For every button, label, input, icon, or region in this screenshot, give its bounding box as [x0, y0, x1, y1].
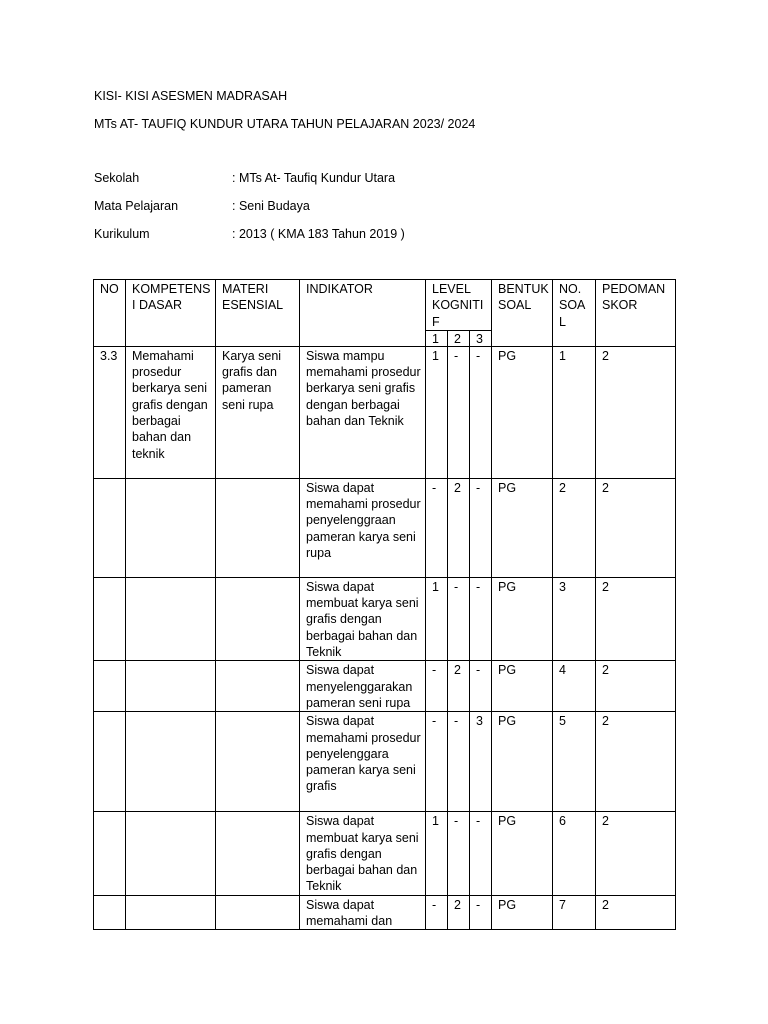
table-row [94, 478, 676, 577]
info-value: : MTs At- Taufiq Kundur Utara [232, 171, 396, 185]
cell-no [94, 478, 126, 577]
cell-skor: 2 [596, 346, 676, 478]
cell-level-3: - [470, 812, 492, 895]
cell-indikator: Siswa mampu memahami prosedur berkarya seni grafis dengan berbagai bahan dan Teknik [300, 346, 426, 478]
table-row [94, 895, 676, 930]
table-row [94, 661, 676, 712]
document-title: KISI- KISI ASESMEN MADRASAH [94, 89, 288, 103]
cell-no: 3.3 [94, 346, 126, 478]
cell-level-1: - [426, 895, 448, 930]
header-no: NO [94, 280, 126, 347]
cell-bentuk-soal: PG [492, 895, 553, 930]
cell-kompetensi-dasar [126, 812, 216, 895]
cell-no-soal: 1 [553, 346, 596, 478]
cell-skor: 2 [596, 895, 676, 930]
cell-level-3: - [470, 577, 492, 660]
cell-level-2: - [448, 346, 470, 478]
header-materi-esensial: MATERI ESENSIAL [216, 280, 300, 347]
info-value: : 2013 ( KMA 183 Tahun 2019 ) [232, 227, 405, 241]
cell-bentuk-soal: PG [492, 346, 553, 478]
cell-bentuk-soal: PG [492, 812, 553, 895]
cell-level-2: 2 [448, 895, 470, 930]
cell-level-1: - [426, 478, 448, 577]
header-no-soal: NO. SOAL [553, 280, 596, 347]
cell-level-1: - [426, 661, 448, 712]
cell-bentuk-soal: PG [492, 661, 553, 712]
cell-level-1: 1 [426, 812, 448, 895]
cell-materi [216, 895, 300, 930]
cell-materi [216, 577, 300, 660]
cell-no-soal: 3 [553, 577, 596, 660]
cell-materi [216, 478, 300, 577]
cell-level-2: - [448, 712, 470, 812]
cell-indikator: Siswa dapat memahami prosedur penyelenggraan pameran karya seni rupa [300, 478, 426, 577]
cell-indikator: Siswa dapat membuat karya seni grafis dengan berbagai bahan dan Teknik [300, 812, 426, 895]
cell-no [94, 895, 126, 930]
table-row [94, 346, 676, 478]
table-row [94, 812, 676, 895]
cell-level-2: - [448, 812, 470, 895]
cell-kompetensi-dasar [126, 895, 216, 930]
cell-level-3: 3 [470, 712, 492, 812]
header-level-1: 1 [426, 330, 448, 346]
cell-indikator: Siswa dapat memahami prosedur penyelenggara pameran karya seni grafis [300, 712, 426, 812]
cell-materi [216, 712, 300, 812]
cell-indikator: Siswa dapat menyelenggarakan pameran seni rupa [300, 661, 426, 712]
cell-kompetensi-dasar [126, 712, 216, 812]
cell-level-2: 2 [448, 661, 470, 712]
kisi-kisi-table [93, 279, 676, 930]
cell-materi: Karya seni grafis dan pameran seni rupa [216, 346, 300, 478]
header-level-3: 3 [470, 330, 492, 346]
info-label: Sekolah [94, 171, 140, 185]
info-value: : Seni Budaya [232, 199, 310, 213]
cell-no-soal: 7 [553, 895, 596, 930]
cell-no-soal: 2 [553, 478, 596, 577]
cell-level-3: - [470, 895, 492, 930]
cell-indikator: Siswa dapat memahami dan [300, 895, 426, 930]
cell-skor: 2 [596, 478, 676, 577]
cell-bentuk-soal: PG [492, 577, 553, 660]
cell-level-1: 1 [426, 577, 448, 660]
table-header [94, 280, 676, 347]
cell-no [94, 812, 126, 895]
table-row [94, 577, 676, 660]
cell-kompetensi-dasar [126, 577, 216, 660]
header-pedoman-skor: PEDOMAN SKOR [596, 280, 676, 347]
info-label: Mata Pelajaran [94, 199, 179, 213]
cell-level-2: - [448, 577, 470, 660]
cell-kompetensi-dasar: Memahami prosedur berkarya seni grafis dengan berbagai bahan dan teknik [126, 346, 216, 478]
cell-level-3: - [470, 661, 492, 712]
cell-level-3: - [470, 478, 492, 577]
header-bentuk-soal: BENTUK SOAL [492, 280, 553, 347]
cell-bentuk-soal: PG [492, 712, 553, 812]
header-indikator: INDIKATOR [300, 280, 426, 347]
cell-level-2: 2 [448, 478, 470, 577]
info-label: Kurikulum [94, 227, 150, 241]
cell-no [94, 712, 126, 812]
cell-materi [216, 812, 300, 895]
cell-skor: 2 [596, 812, 676, 895]
cell-no-soal: 4 [553, 661, 596, 712]
cell-materi [216, 661, 300, 712]
cell-no [94, 577, 126, 660]
cell-no [94, 661, 126, 712]
cell-skor: 2 [596, 577, 676, 660]
cell-no-soal: 5 [553, 712, 596, 812]
cell-kompetensi-dasar [126, 478, 216, 577]
cell-level-1: - [426, 712, 448, 812]
cell-no-soal: 6 [553, 812, 596, 895]
header-level-2: 2 [448, 330, 470, 346]
document-subtitle: MTs AT- TAUFIQ KUNDUR UTARA TAHUN PELAJARAN 2023/ 2024 [94, 117, 476, 131]
table-row [94, 712, 676, 812]
header-level-kognitif: LEVEL KOGNITIF [426, 280, 492, 331]
cell-skor: 2 [596, 712, 676, 812]
cell-kompetensi-dasar [126, 661, 216, 712]
cell-level-1: 1 [426, 346, 448, 478]
cell-indikator: Siswa dapat membuat karya seni grafis dengan berbagai bahan dan Teknik [300, 577, 426, 660]
cell-level-3: - [470, 346, 492, 478]
cell-bentuk-soal: PG [492, 478, 553, 577]
cell-skor: 2 [596, 661, 676, 712]
header-kompetensi-dasar: KOMPETENSI DASAR [126, 280, 216, 347]
